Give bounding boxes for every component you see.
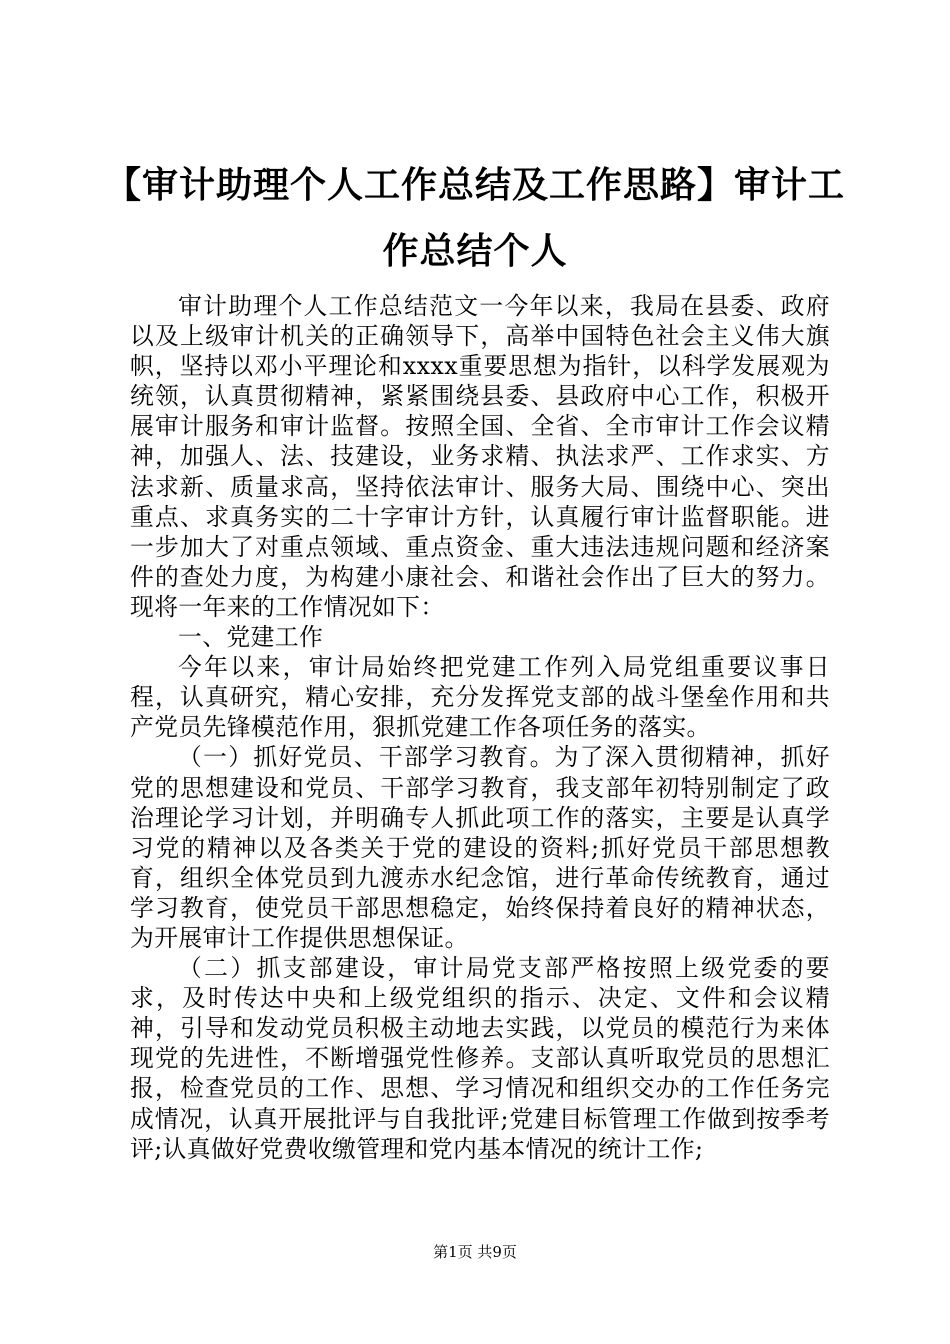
paragraph-study-education: （一）抓好党员、干部学习教育。为了深入贯彻精神，抓好党的思想建设和党员、干部学习教育，我支部年初特别制定了政治理论学习计划，并明确专人抓此项工作的落实，主要是认真学习党的精神以及各类关于党的建设的资料;抓好党员干部思想教育，组织全体党员到九渡赤水纪念馆，进行革命传统教育，通过学习教育，使党员干部思想稳定，始终保持着良好的精神状态，为开展审计工作提供思想保证。 [130,743,830,952]
document-body [130,291,830,1164]
paragraph-intro: 审计助理个人工作总结范文一今年以来，我局在县委、政府以及上级审计机关的正确领导下，高举中国特色社会主义伟大旗帜，坚持以邓小平理论和xxxx重要思想为指针，以科学发展观为统领，认真贯彻精神，紧紧围绕县委、县政府中心工作，积极开展审计服务和审计监督。按照全国、全省、全市审计工作会议精神，加强人、法、技建设，业务求精、执法求严、工作求实、方法求新、质量求高，坚持依法审计、服务大局、围绕中心、突出重点、求真务实的二十字审计方针，认真履行审计监督职能。进一步加大了对重点领域、重点资金、重大违法违规问题和经济案件的查处力度，为构建小康社会、和谐社会作出了巨大的努力。现将一年来的工作情况如下： [130,292,830,621]
document-title-line-2: 作总结个人 [382,230,568,272]
section-heading-party-building: 一、党建工作 [178,623,324,652]
page-number-footer: 第1页 共9页 [433,1243,517,1261]
paragraph-party-building: 今年以来，审计局始终把党建工作列入局党组重要议事日程，认真研究，精心安排，充分发挥党支部的战斗堡垒作用和共产党员先锋模范作用，狠抓党建工作各项任务的落实。 [130,653,830,742]
document-title-line-1: 【审计助理个人工作总结及工作思路】审计工 [104,164,845,206]
paragraph-branch-building: （二）抓支部建设，审计局党支部严格按照上级党委的要求，及时传达中央和上级党组织的指示、决定、文件和会议精神，引导和发动党员积极主动地去实践，以党员的模范行为来体现党的先进性，不断增强党性修养。支部认真听取党员的思想汇报，检查党员的工作、思想、学习情况和组织交办的工作任务完成情况，认真开展批评与自我批评;党建目标管理工作做到按季考评;认真做好党费收缴管理和党内基本情况的统计工作; [130,954,830,1163]
